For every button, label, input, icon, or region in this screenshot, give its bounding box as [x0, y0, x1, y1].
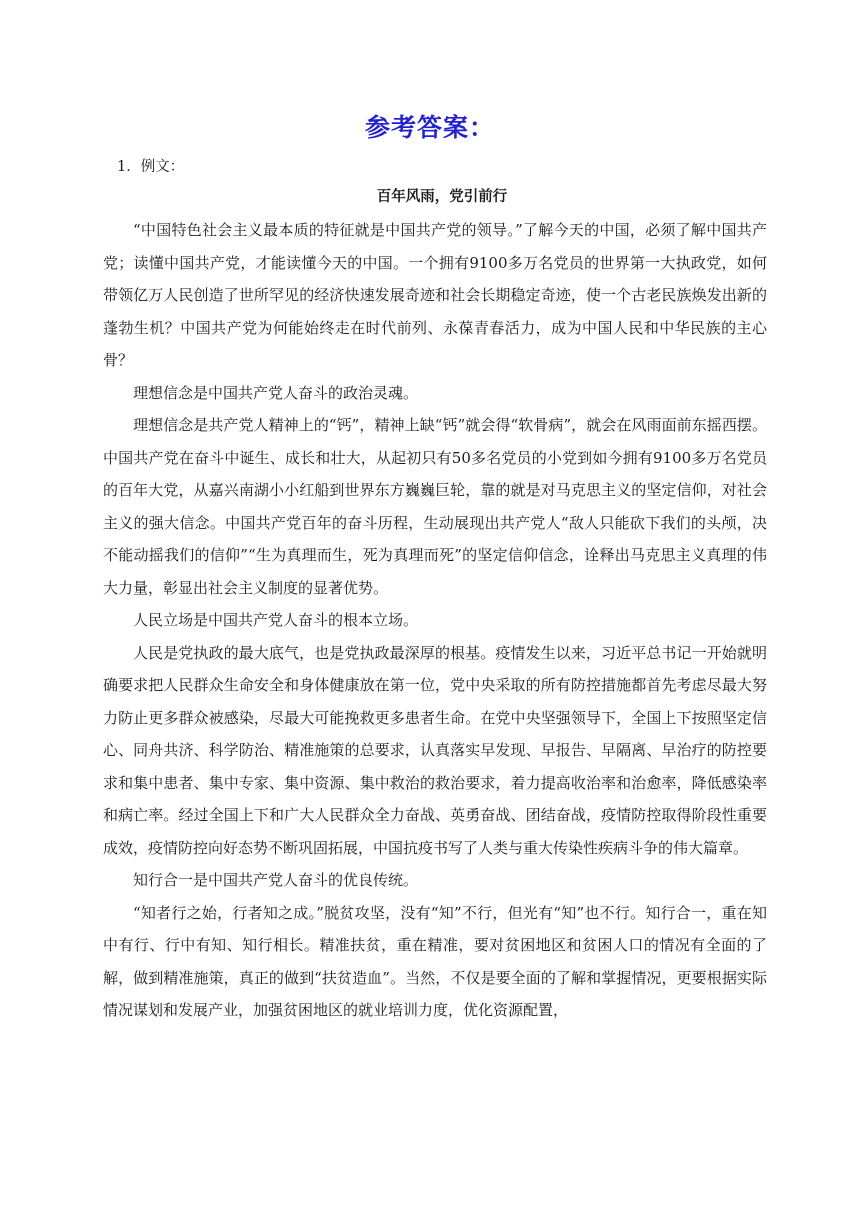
paragraph: “知者行之始，行者知之成。”脱贫攻坚，没有“知”不行，但光有“知”也不行。知行合一，重在知中有行、行中有知、知行相长。精准扶贫，重在精准，要对贫困地区和贫困人口的情况有全面的了解，做到精准施策，真正的做到“扶贫造血”。当然，不仅是要全面的了解和掌握情况，更要根据实际情况谋划和发展产业，加强贫困地区的就业培训力度，优化资源配置， [103, 903, 767, 1019]
paragraph: 理想信念是中国共产党人奋斗的政治灵魂。 [133, 383, 419, 402]
paragraph: 人民是党执政的最大底气，也是党执政最深厚的根基。疫情发生以来，习近平总书记一开始就明确要求把人民群众生命安全和身体健康放在第一位，党中央采取的所有防控措施都首先考虑尽最大努力防止更多群众被感染，尽最大可能挽救更多患者生命。在党中央坚强领导下，全国上下按照坚定信心、同舟共济、科学防治、精准施策的总要求，认真落实早发现、早报告、早隔离、早治疗的防控要求和集中患者、集中专家、集中资源、集中救治的救治要求，着力提高收治率和治愈率，降低感染率和病亡率。经过全国上下和广大人民群众全力奋战、英勇奋战、团结奋战，疫情防控取得阶段性重要成效，疫情防控向好态势不断巩固拓展，中国抗疫书写了人类与重大传染性疾病斗争的伟大篇章。 [103, 643, 767, 857]
item-label: 1．例文： [117, 159, 185, 175]
paragraph: “中国特色社会主义最本质的特征就是中国共产党的领导。”了解今天的中国，必须了解中国共产党；读懂中国共产党，才能读懂今天的中国。一个拥有9100多万名党员的世界第一大执政党，如何带领亿万人民创造了世所罕见的经济快速发展奇迹和社会长期稳定奇迹，使一个古老民族焕发出新的蓬勃生机？中国共产党为何能始终走在时代前列、永葆青春活力，成为中国人民和中华民族的主心骨？ [103, 221, 767, 369]
paragraph: 理想信念是共产党人精神上的“钙”，精神上缺“钙”就会得“软骨病”，就会在风雨面前东摇西摆。中国共产党在奋斗中诞生、成长和壮大，从起初只有50多名党员的小党到如今拥有9100多万名党员的百年大党，从嘉兴南湖小小红船到世界东方巍巍巨轮，靠的就是对马克思主义的坚定信仰，对社会主义的强大信念。中国共产党百年的奋斗历程，生动展现出共产党人“敌人只能砍下我们的头颅，决不能动摇我们的信仰”“生为真理而生，死为真理而死”的坚定信仰信念，诠释出马克思主义真理的伟大力量，彰显出社会主义制度的显著优势。 [103, 416, 767, 597]
paragraph: 人民立场是中国共产党人奋斗的根本立场。 [133, 611, 419, 629]
paragraph: 知行合一是中国共产党人奋斗的优良传统。 [133, 871, 419, 889]
answer-content [103, 154, 767, 1027]
essay-title: 百年风雨，党引前行 [376, 188, 508, 205]
answer-heading: 参考答案： [364, 113, 495, 142]
